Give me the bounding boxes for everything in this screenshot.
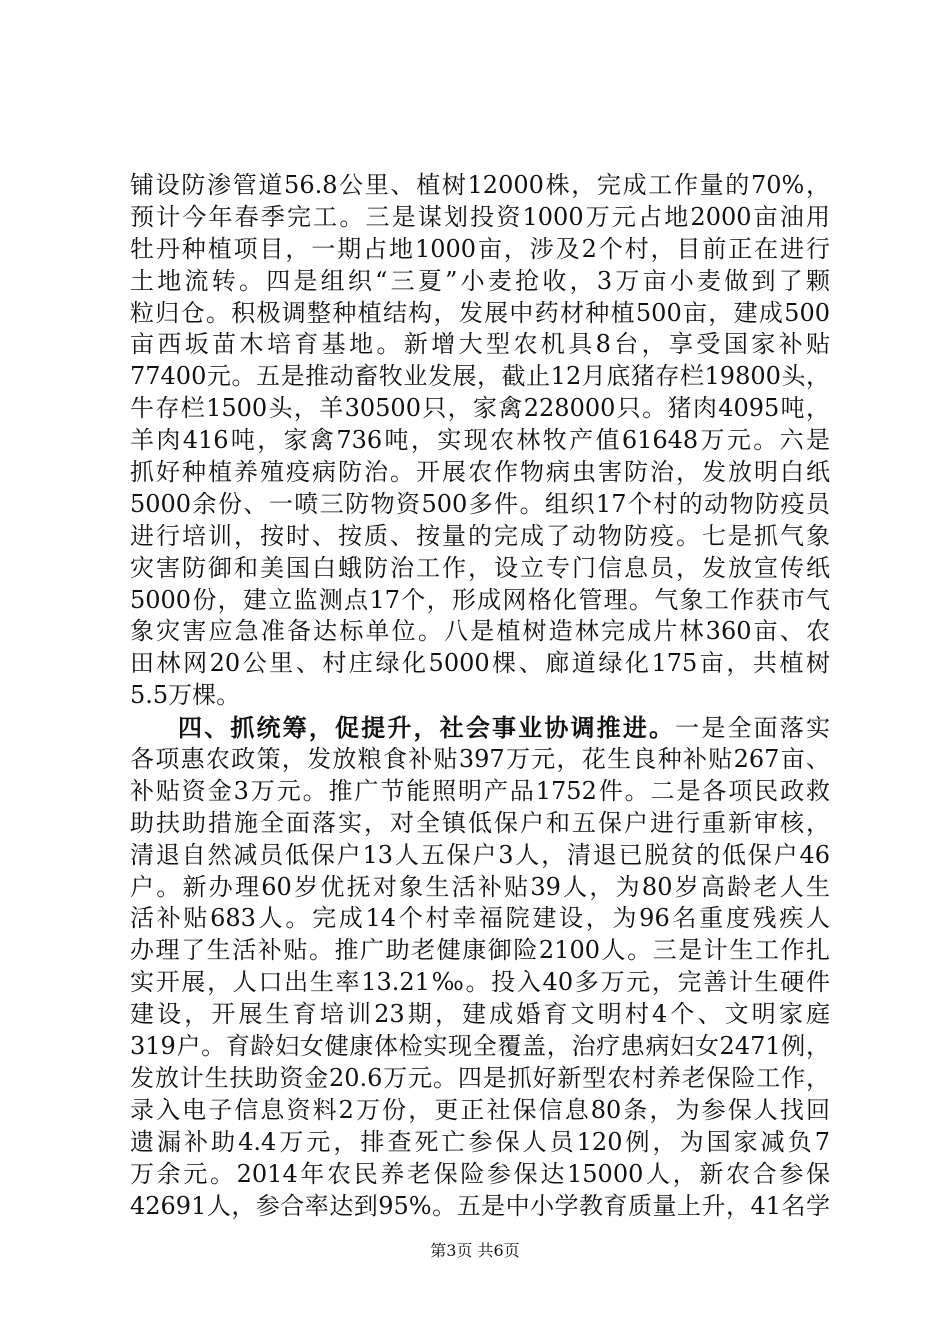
text-line: 各项惠农政策，发放粮食补贴397万元，花生良种补贴267亩、 [130,745,830,774]
text-line: 粒归仓。积极调整种植结构，发展中药材种植500亩，建成500 [130,298,830,327]
section-heading: 四、抓统筹，促提升，社会事业协调推进。 [178,713,676,743]
text-line: 铺设防渗管道56.8公里、植树12000株，完成工作量的70%， [130,171,830,199]
text-line: 助扶助措施全面落实，对全镇低保户和五保户进行重新审核， [130,808,830,837]
paragraph-social-affairs [130,712,830,1222]
text-line: 发放计生扶助资金20.6万元。四是抓好新型农村养老保险工作， [130,1063,830,1092]
text-line: 灾害防御和美国白蛾防治工作，设立专门信息员，发放宣传纸 [130,553,830,582]
text-line: 5.5万棵。 [130,681,241,710]
text-line: 进行培训，按时、按质、按量的完成了动物防疫。七是抓气象 [130,521,830,550]
text-line: 5000余份、一喷三防物资500多件。组织17个村的动物防疫员 [130,489,830,518]
text-line: 录入电子信息资料2万份，更正社保信息80条，为参保人找回 [130,1095,830,1124]
text-line: 抓好种植养殖疫病防治。开展农作物病虫害防治，发放明白纸 [130,458,830,487]
page-number: 第3页 共6页 [430,1241,520,1260]
text-line: 土地流转。四是组织“三夏”小麦抢收，3万亩小麦做到了颗 [130,266,830,295]
text-line: 42691人，参合率达到95%。五是中小学教育质量上升，41名学 [130,1191,830,1220]
text-line: 象灾害应急准备达标单位。八是植树造林完成片林360亩、农 [130,617,830,646]
text-line: 活补贴683人。完成14个村幸福院建设，为96名重度残疾人 [130,904,830,933]
text-line: 万余元。2014年农民养老保险参保达15000人，新农合参保 [130,1159,830,1188]
text-line: 5000份，建立监测点17个，形成网格化管理。气象工作获市气 [130,585,830,614]
document-body [130,170,830,1222]
text-line: 319户。育龄妇女健康体检实现全覆盖，治疗患病妇女2471例， [130,1032,830,1061]
text-line: 办理了生活补贴。推广助老健康御险2100人。三是计生工作扎 [130,936,830,965]
text-line: 77400元。五是推动畜牧业发展，截止12月底猪存栏19800头， [130,362,830,391]
text-line: 清退自然减员低保户13人五保户3人，清退已脱贫的低保户46 [130,840,830,869]
text-line: 牡丹种植项目，一期占地1000亩，涉及2个村，目前正在进行 [130,234,830,263]
text-run: 一是全面落实 [675,714,831,743]
text-line: 亩西坂苗木培育基地。新增大型农机具8台，享受国家补贴 [130,330,830,359]
paragraph-agriculture [130,170,830,712]
page-footer [0,1241,950,1261]
text-line: 牛存栏1500头，羊30500只，家禽228000只。猪肉4095吨， [130,394,830,423]
text-line: 户。新办理60岁优抚对象生活补贴39人，为80岁高龄老人生 [130,872,830,901]
text-line: 预计今年春季完工。三是谋划投资1000万元占地2000亩油用 [130,202,830,231]
text-line: 羊肉416吨，家禽736吨，实现农林牧产值61648万元。六是 [130,426,830,455]
text-line: 补贴资金3万元。推广节能照明产品1752件。二是各项民政救 [130,776,830,805]
text-line: 建设，开展生育培训23期，建成婚育文明村4个、文明家庭 [130,1000,830,1029]
text-line: 田林网20公里、村庄绿化5000棵、廊道绿化175亩，共植树 [130,649,830,678]
paragraph-first-line [130,712,830,744]
text-line: 遗漏补助4.4万元，排查死亡参保人员120例，为国家减负7 [130,1127,830,1156]
text-line: 实开展，人口出生率13.21‰。投入40多万元，完善计生硬件 [130,968,830,997]
